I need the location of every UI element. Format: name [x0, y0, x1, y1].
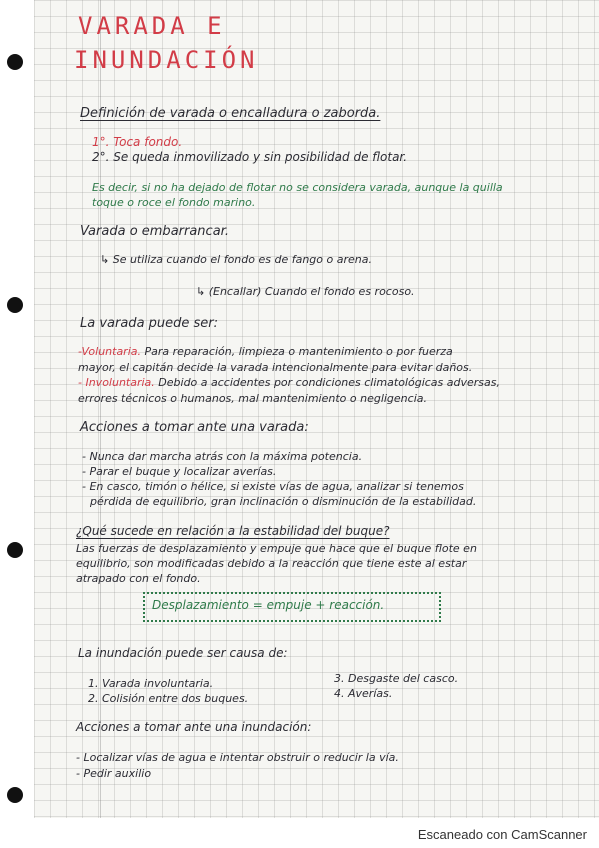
acciones-varada-item: - Nunca dar marcha atrás con la máxima potencia.	[82, 450, 363, 463]
tipos-heading: La varada puede ser:	[80, 316, 219, 331]
involuntaria-line1	[78, 376, 500, 389]
acciones-inundacion-heading: Acciones a tomar ante una inundación:	[76, 720, 312, 734]
binder-hole	[7, 787, 23, 803]
inundacion-item: 4. Averías.	[334, 687, 393, 700]
inundacion-item: 1. Varada involuntaria.	[88, 677, 214, 690]
acciones-varada-item: - Parar el buque y localizar averías.	[82, 465, 277, 478]
acciones-varada-item: pérdida de equilibrio, gran inclinación o disminución de la estabilidad.	[90, 495, 477, 508]
embarrancar-heading: Varada o embarrancar.	[80, 224, 229, 239]
definicion-note-line2: toque o roce el fondo marino.	[92, 196, 256, 209]
involuntaria-label: - Involuntaria.	[78, 376, 155, 389]
binder-hole	[7, 54, 23, 70]
voluntaria-label: -Voluntaria.	[78, 345, 142, 358]
voluntaria-text: Para reparación, limpieza o mantenimiento o por fuerza	[144, 345, 453, 358]
estabilidad-answer-2: equilibrio, son modificadas debido a la reacción que tiene este al estar	[76, 557, 467, 570]
acciones-varada-item: - En casco, timón o hélice, si existe vías de agua, analizar si tenemos	[82, 480, 464, 493]
inundacion-heading: La inundación puede ser causa de:	[78, 646, 288, 660]
definicion-item-2	[92, 150, 407, 164]
binder-hole	[7, 297, 23, 313]
acciones-inundacion-item: - Localizar vías de agua e intentar obstruir o reducir la vía.	[76, 751, 399, 764]
voluntaria-line1	[78, 345, 453, 358]
acciones-inundacion-item: - Pedir auxilio	[76, 767, 152, 780]
definicion-heading: Definición de varada o encalladura o zaborda.	[80, 106, 381, 121]
definicion-note-line1: Es decir, si no ha dejado de flotar no se considera varada, aunque la quilla	[92, 181, 503, 194]
embarrancar-line2: ↳ (Encallar) Cuando el fondo es rocoso.	[196, 285, 415, 298]
voluntaria-line2: mayor, el capitán decide la varada intencionalmente para evitar daños.	[78, 361, 473, 374]
acciones-varada-heading: Acciones a tomar ante una varada:	[80, 420, 309, 435]
formula-text: Desplazamiento = empuje + reacción.	[152, 598, 385, 612]
scanner-watermark: Escaneado con CamScanner	[417, 827, 587, 842]
definicion-item-1	[92, 135, 182, 149]
estabilidad-answer-3: atrapado con el fondo.	[76, 572, 201, 585]
page-title-line1: VARADA E	[78, 12, 226, 40]
definicion-item-text: 1°. Toca fondo.	[92, 135, 183, 149]
inundacion-item: 3. Desgaste del casco.	[334, 672, 459, 685]
inundacion-item: 2. Colisión entre dos buques.	[88, 692, 249, 705]
definicion-item-text: 2°. Se queda inmovilizado y sin posibilidad de flotar.	[92, 150, 408, 164]
page-title-line2: INUNDACIÓN	[74, 46, 259, 74]
estabilidad-answer-1: Las fuerzas de desplazamiento y empuje que hace que el buque flote en	[76, 542, 477, 555]
binder-hole	[7, 542, 23, 558]
embarrancar-line2-text: (Encallar) Cuando el fondo es rocoso.	[208, 285, 415, 298]
estabilidad-question: ¿Qué sucede en relación a la estabilidad del buque?	[76, 524, 390, 538]
involuntaria-line2: errores técnicos o humanos, mal mantenimiento o negligencia.	[78, 392, 427, 405]
embarrancar-line1: ↳ Se utiliza cuando el fondo es de fango o arena.	[100, 253, 372, 266]
involuntaria-text: Debido a accidentes por condiciones climatológicas adversas,	[158, 376, 500, 389]
embarrancar-line1-text: Se utiliza cuando el fondo es de fango o arena.	[112, 253, 372, 266]
